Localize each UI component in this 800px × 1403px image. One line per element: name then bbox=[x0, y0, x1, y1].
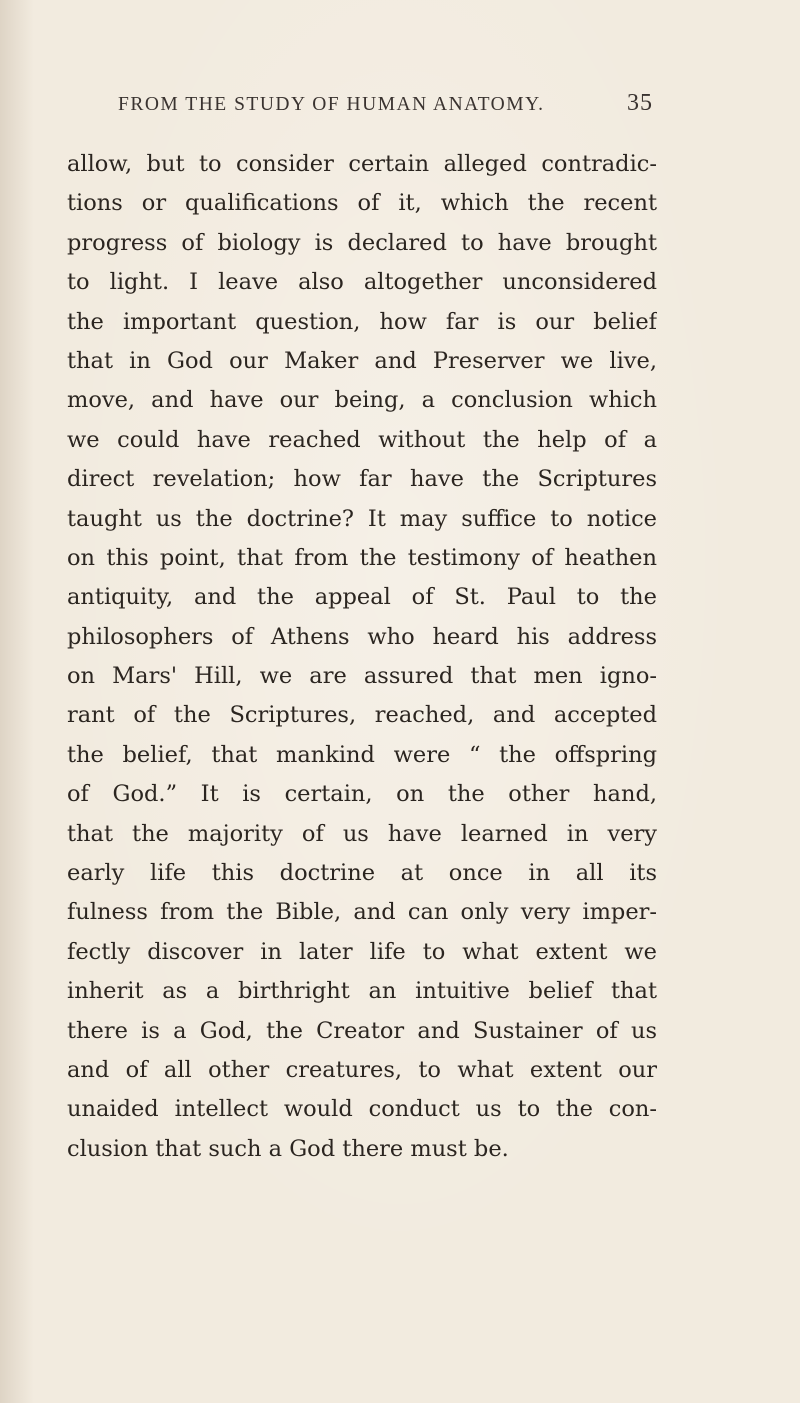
text-line: unaided intellect would conduct us to the con- bbox=[67, 1096, 657, 1123]
text-line: and of all other creatures, to what extent our bbox=[67, 1056, 657, 1083]
text-line: that in God our Maker and Preserver we live, bbox=[67, 347, 657, 374]
text-line: the important question, how far is our belief bbox=[67, 308, 657, 335]
text-line: to light. I leave also altogether unconsidered bbox=[67, 269, 657, 296]
text-line: that the majority of us have learned in very bbox=[67, 820, 657, 847]
text-line: antiquity, and the appeal of St. Paul to the bbox=[67, 584, 657, 611]
text-line: tions or qualifications of it, which the recent bbox=[67, 190, 657, 217]
text-line: we could have reached without the help of a bbox=[67, 426, 657, 453]
text-line: fectly discover in later life to what extent we bbox=[67, 938, 657, 965]
text-line: rant of the Scriptures, reached, and accepted bbox=[67, 702, 657, 729]
text-line: early life this doctrine at once in all its bbox=[67, 860, 657, 887]
text-line: on this point, that from the testimony of heathen bbox=[67, 544, 657, 571]
text-line: clusion that such a God there must be. bbox=[67, 1135, 509, 1162]
page-number: 35 bbox=[627, 90, 653, 116]
text-line: allow, but to consider certain alleged contradic- bbox=[67, 151, 657, 177]
text-line: direct revelation; how far have the Scriptures bbox=[67, 466, 657, 493]
text-line: of God.” It is certain, on the other hand, bbox=[67, 781, 657, 808]
text-line: on Mars' Hill, we are assured that men igno- bbox=[67, 663, 657, 690]
page-gutter-shadow bbox=[0, 0, 34, 1403]
text-line: the belief, that mankind were “ the offspring bbox=[67, 741, 657, 768]
text-line: fulness from the Bible, and can only very imper- bbox=[67, 899, 657, 926]
text-line: progress of biology is declared to have brought bbox=[67, 229, 657, 256]
text-line: philosophers of Athens who heard his address bbox=[67, 623, 657, 650]
text-line: inherit as a birthright an intuitive belief that bbox=[67, 978, 657, 1005]
text-line: there is a God, the Creator and Sustainer of us bbox=[67, 1017, 657, 1044]
text-line: taught us the doctrine? It may suffice to notice bbox=[67, 505, 657, 532]
page-header bbox=[118, 90, 653, 117]
body-paragraph bbox=[67, 145, 657, 1169]
text-line: move, and have our being, a conclusion which bbox=[67, 387, 657, 414]
running-head: FROM THE STUDY OF HUMAN ANATOMY. bbox=[118, 94, 545, 115]
